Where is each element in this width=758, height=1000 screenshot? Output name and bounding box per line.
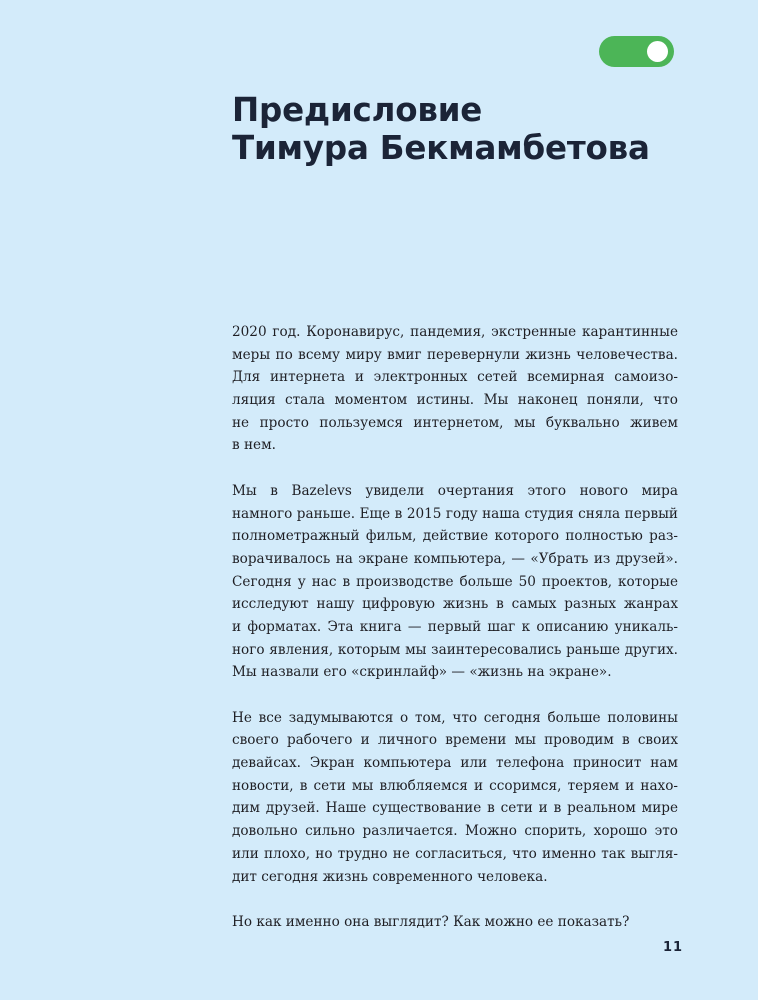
- text-line: намного раньше. Еще в 2015 году наша студия сняла первый: [232, 505, 678, 522]
- text-line: в нем.: [232, 437, 276, 454]
- page-number: 11: [663, 940, 684, 955]
- text-line: довольно сильно различается. Можно спорить, хорошо это: [232, 823, 678, 840]
- text-line: дим друзей. Наше существование в сети и в реальном мире: [232, 800, 678, 817]
- text-line: Для интернета и электронных сетей всемирная самоизо-: [232, 369, 678, 386]
- paragraph: [232, 480, 678, 684]
- title-line-1: Предисловие: [232, 91, 483, 129]
- text-line: Не все задумываются о том, что сегодня больше половины: [232, 709, 678, 726]
- toggle-switch[interactable]: [599, 36, 674, 67]
- text-line: полнометражный фильм, действие которого полностью раз-: [232, 528, 678, 545]
- text-line: или плохо, но трудно не согласиться, что именно так выгля-: [232, 845, 678, 862]
- text-line: новости, в сети мы влюбляемся и ссоримся, теряем и нахо-: [232, 777, 678, 794]
- text-line: девайсах. Экран компьютера или телефона приносит нам: [232, 755, 678, 772]
- text-line: исследуют нашу цифровую жизнь в самых разных жанрах: [232, 596, 678, 613]
- text-line: Мы в Bazelevs увидели очертания этого нового мира: [232, 482, 678, 499]
- text-line: дит сегодня жизнь современного человека.: [232, 868, 548, 885]
- text-line: Мы назвали его «скринлайф» — «жизнь на экране».: [232, 664, 612, 681]
- text-line: ляция стала моментом истины. Мы наконец поняли, что: [232, 392, 678, 409]
- text-line: Но как именно она выглядит? Как можно ее показать?: [232, 913, 630, 930]
- text-line: 2020 год. Коронавирус, пандемия, экстренные карантинные: [232, 324, 678, 340]
- text-line: не просто пользуемся интернетом, мы буквально живем: [232, 414, 678, 431]
- text-line: меры по всему миру вмиг перевернули жизнь человечества.: [232, 346, 678, 363]
- text-line: своего рабочего и личного времени мы проводим в своих: [232, 732, 678, 749]
- paragraph: [232, 707, 678, 889]
- text-line: Сегодня у нас в производстве больше 50 проектов, которые: [232, 573, 678, 590]
- page-title: [232, 92, 712, 167]
- title-line-2: Тимура Бекмамбетова: [232, 128, 650, 167]
- text-line: ного явления, которым мы заинтересовались раньше других.: [232, 641, 678, 658]
- body-text: [232, 321, 678, 956]
- text-line: ворачивалось на экране компьютера, — «Убрать из друзей».: [232, 550, 678, 567]
- paragraph: [232, 321, 678, 457]
- toggle-knob: [647, 41, 668, 62]
- text-line: и форматах. Эта книга — первый шаг к описанию уникаль-: [232, 618, 678, 635]
- paragraph: [232, 911, 678, 934]
